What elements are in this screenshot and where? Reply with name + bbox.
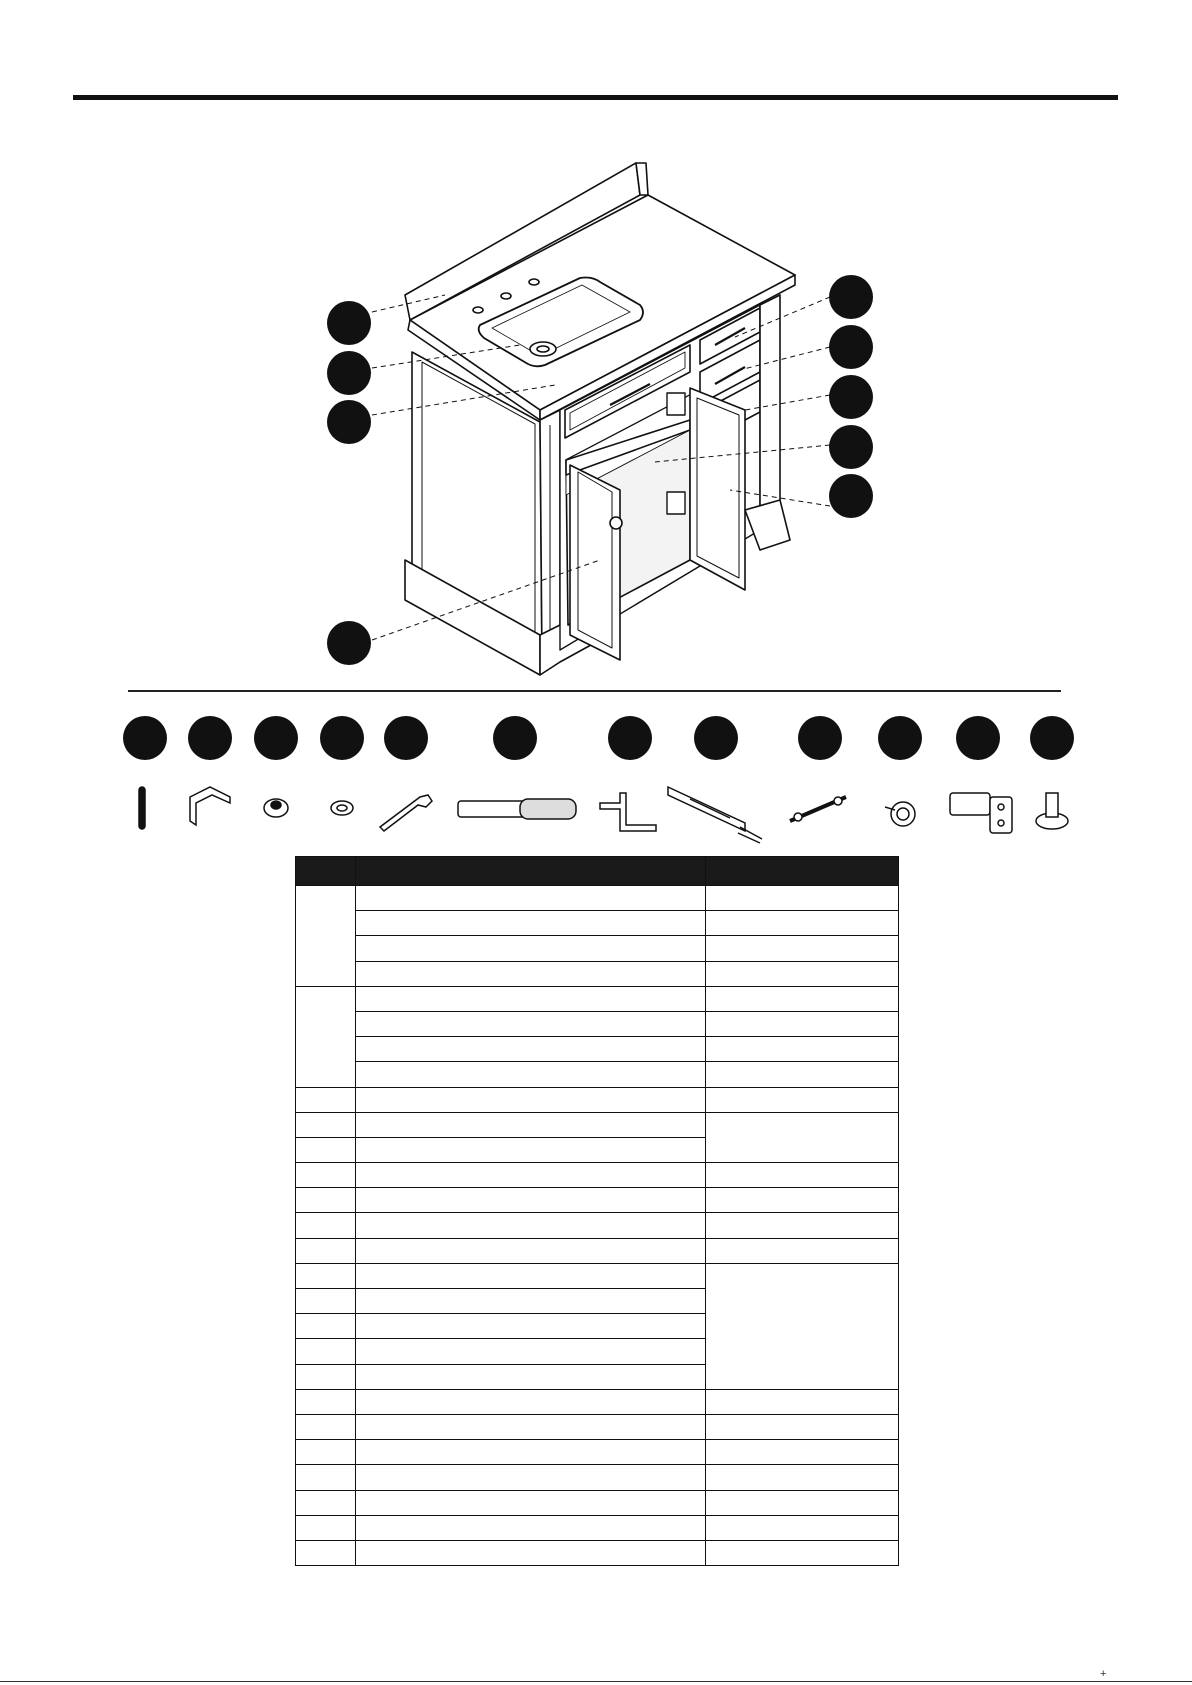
section-rule — [128, 690, 1061, 692]
table-row — [296, 986, 899, 1011]
table-row — [296, 961, 899, 986]
table-row — [296, 1188, 899, 1213]
table-row — [296, 1238, 899, 1263]
footer-rule — [0, 1681, 1192, 1682]
table-row — [296, 1490, 899, 1515]
table-row — [296, 936, 899, 961]
table-row — [296, 1440, 899, 1465]
table-row — [296, 1062, 899, 1087]
table-row — [296, 911, 899, 936]
hardware-callout — [956, 716, 1000, 760]
table-row — [296, 1087, 899, 1112]
hardware-callout — [320, 716, 364, 760]
table-row — [296, 1213, 899, 1238]
table-row — [296, 1163, 899, 1188]
table-row — [296, 1112, 899, 1137]
table-row — [296, 1037, 899, 1062]
hardware-callout — [493, 716, 537, 760]
table-row — [296, 1465, 899, 1490]
table-row — [296, 1414, 899, 1439]
parts-table — [295, 856, 899, 1566]
hardware-callout — [188, 716, 232, 760]
table-row — [296, 1540, 899, 1565]
header-cell — [296, 857, 356, 886]
vanity-illustration — [0, 0, 1192, 690]
table-header-row — [296, 857, 899, 886]
hardware-callout — [798, 716, 842, 760]
table-row — [296, 1389, 899, 1414]
hardware-row — [0, 715, 1192, 845]
footer-mark: + — [1100, 1668, 1107, 1680]
table-row — [296, 886, 899, 911]
header-cell — [706, 857, 899, 886]
hardware-callout — [123, 716, 167, 760]
hardware-callout — [878, 716, 922, 760]
hardware-callout — [1030, 716, 1074, 760]
hardware-callout — [254, 716, 298, 760]
hardware-callout — [384, 716, 428, 760]
hardware-callout — [694, 716, 738, 760]
hardware-callout — [608, 716, 652, 760]
table-row — [296, 1263, 899, 1288]
header-cell — [356, 857, 706, 886]
table-row — [296, 1011, 899, 1036]
table-row — [296, 1515, 899, 1540]
